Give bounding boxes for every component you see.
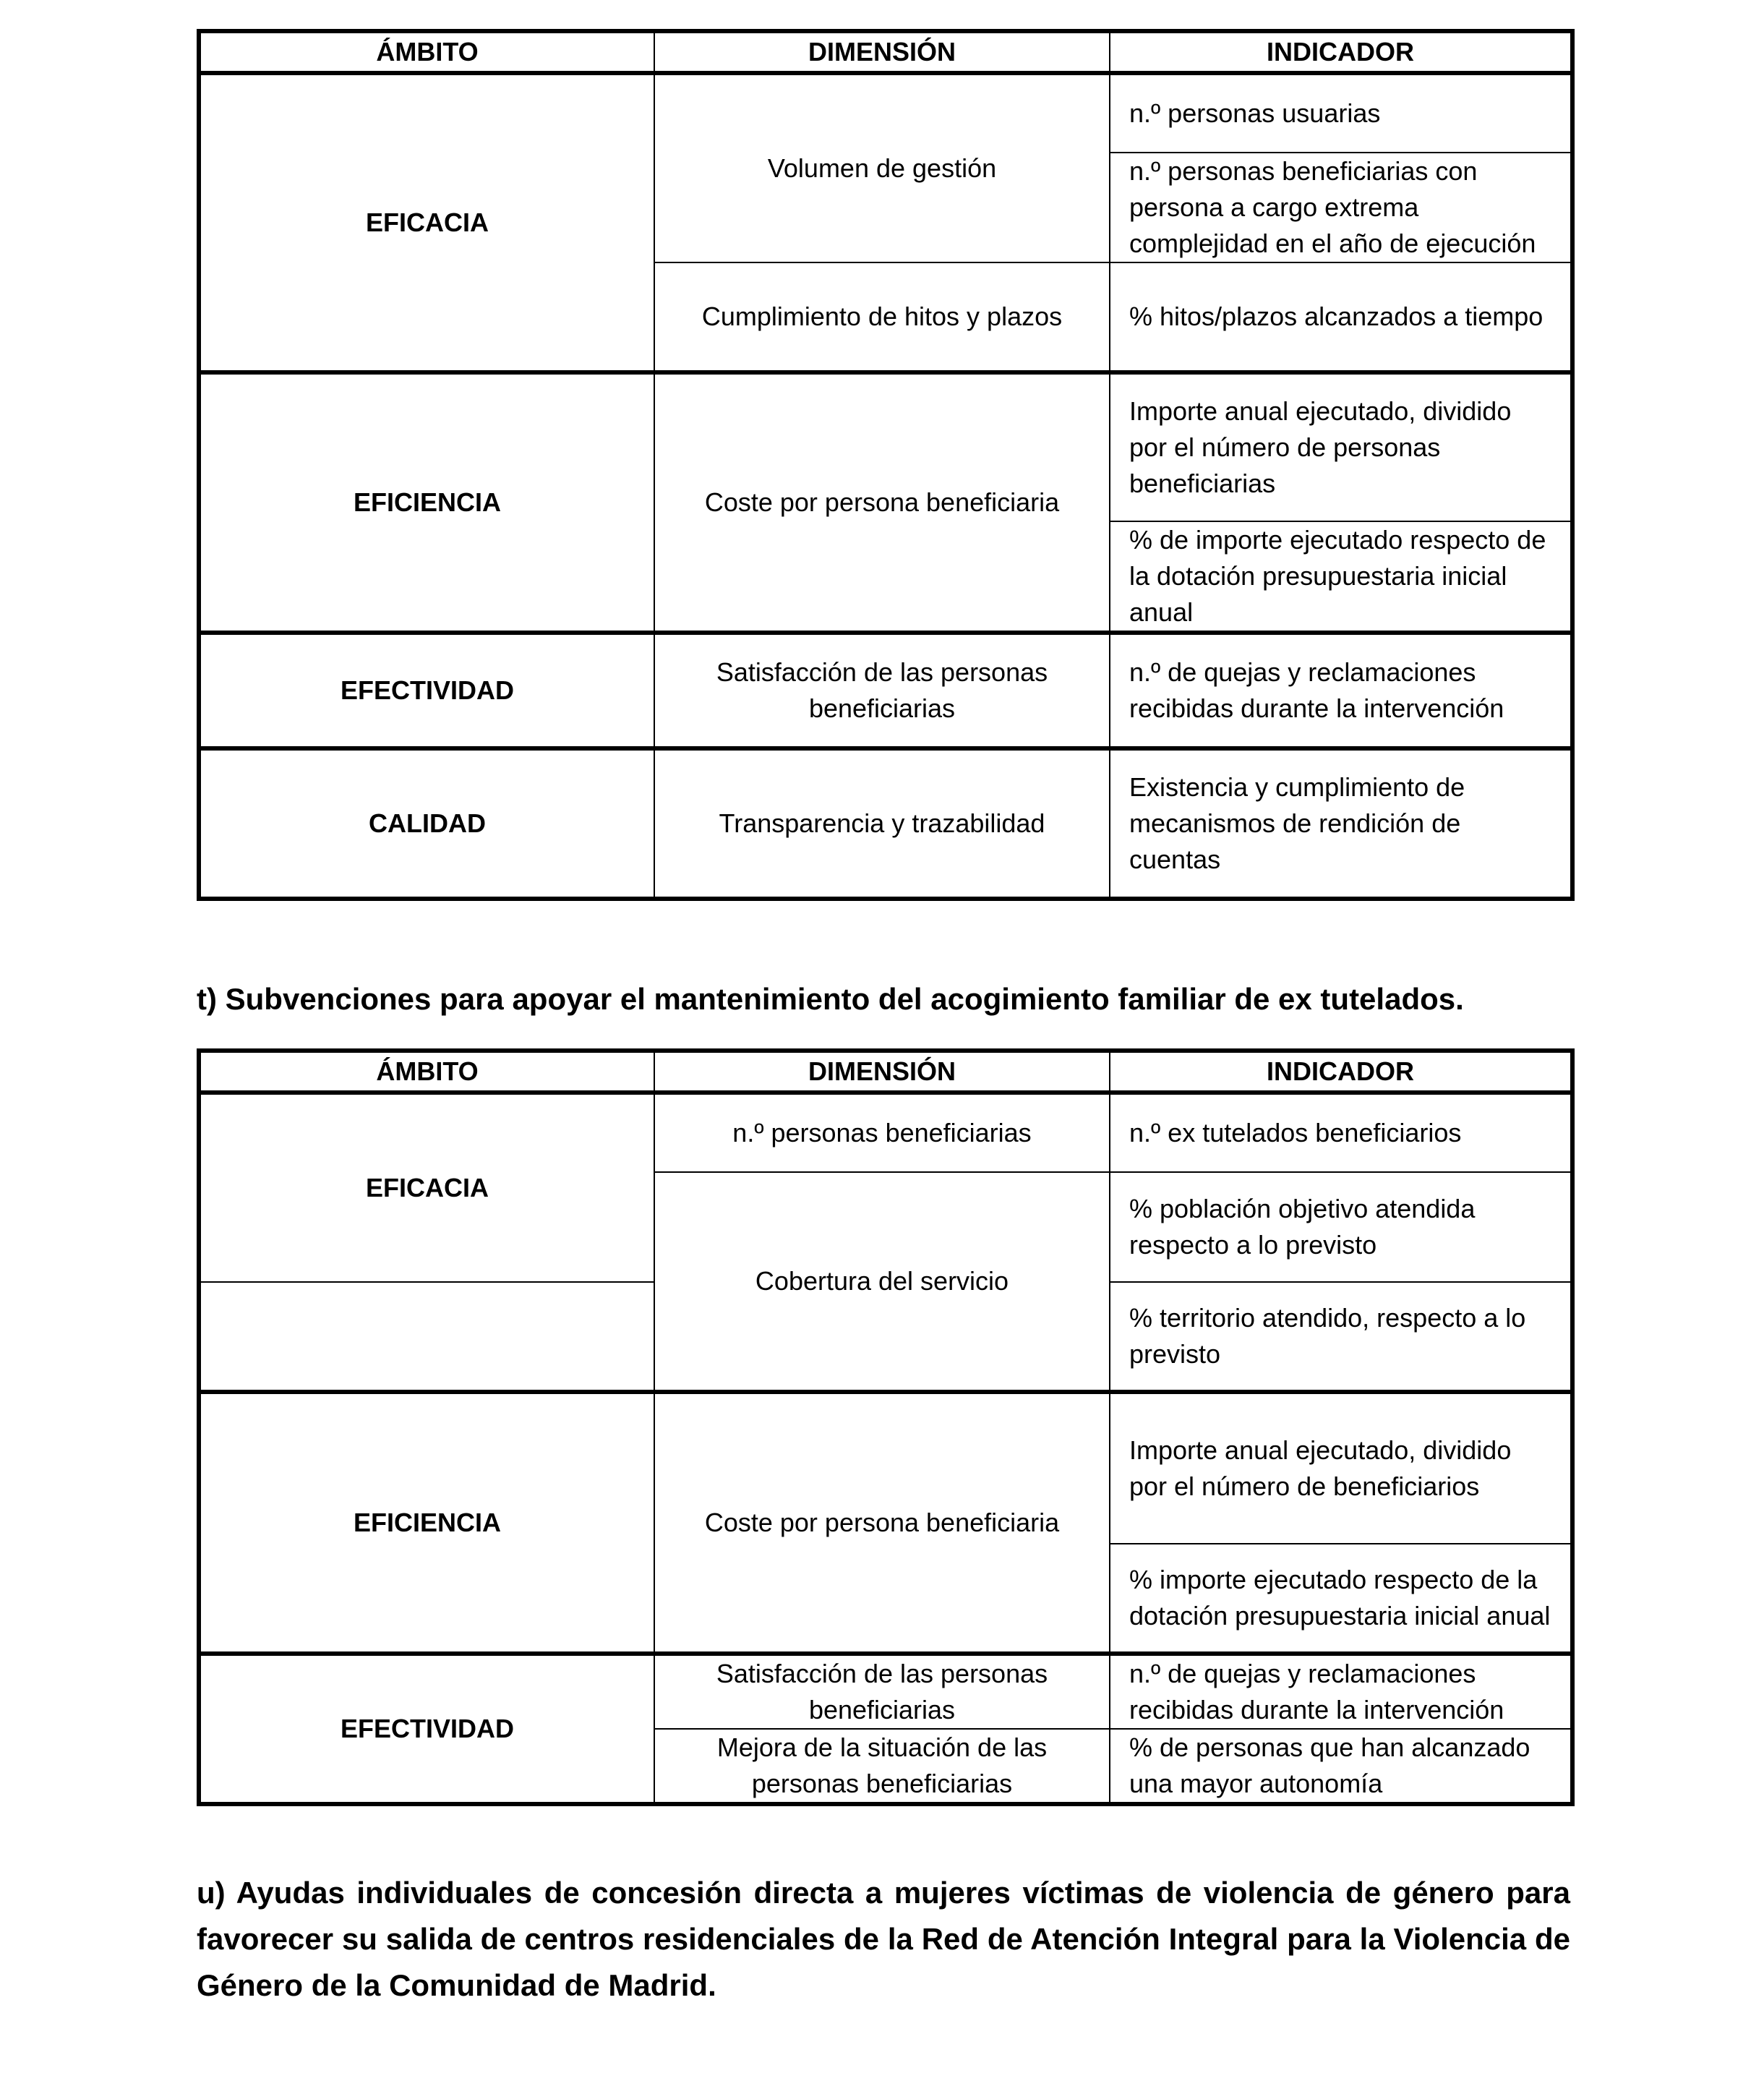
indicator-importe: Importe anual ejecutado, dividido por el número de personas beneficiarias: [1110, 372, 1572, 521]
header-indicador: INDICADOR: [1110, 31, 1572, 73]
indicator-usuarias: n.º personas usuarias: [1110, 73, 1572, 153]
indicator-quejas: n.º de quejas y reclamaciones recibidas durante la intervención: [1110, 1654, 1572, 1729]
indicator-cargo: n.º personas beneficiarias con persona a cargo extrema complejidad en el año de ejecución: [1110, 153, 1572, 262]
ambito-efectividad: EFECTIVIDAD: [199, 633, 654, 748]
dimension-hitos: Cumplimiento de hitos y plazos: [654, 262, 1110, 372]
header-indicador: INDICADOR: [1110, 1051, 1572, 1093]
section-heading-u: u) Ayudas individuales de concesión directa a mujeres víctimas de violencia de género para favorecer su salida de centros residenciales de la Red de Atención Integral para la Violencia de Género de la Comunidad de Madrid.: [197, 1876, 1570, 2002]
header-ambito: ÁMBITO: [199, 31, 654, 73]
dimension-volumen: Volumen de gestión: [654, 73, 1110, 262]
indicator-importe: Importe anual ejecutado, dividido por el número de beneficiarios: [1110, 1392, 1572, 1544]
indicators-table-1: [197, 29, 1575, 901]
indicator-quejas: n.º de quejas y reclamaciones recibidas durante la intervención: [1110, 633, 1572, 748]
indicator-territorio: % territorio atendido, respecto a lo previsto: [1110, 1282, 1572, 1392]
dimension-beneficiarias: n.º personas beneficiarias: [654, 1093, 1110, 1172]
header-dimension: DIMENSIÓN: [654, 31, 1110, 73]
dimension-coste: Coste por persona beneficiaria: [654, 372, 1110, 633]
ambito-eficacia: EFICACIA: [199, 1093, 654, 1282]
ambito-efectividad: EFECTIVIDAD: [199, 1654, 654, 1804]
indicator-autonomia: % de personas que han alcanzado una mayor autonomía: [1110, 1729, 1572, 1804]
ambito-calidad: CALIDAD: [199, 748, 654, 899]
dimension-mejora: Mejora de la situación de las personas beneficiarias: [654, 1729, 1110, 1804]
ambito-empty: [199, 1282, 654, 1392]
indicator-dotacion: % importe ejecutado respecto de la dotación presupuestaria inicial anual: [1110, 1544, 1572, 1654]
dimension-cobertura: Cobertura del servicio: [654, 1172, 1110, 1392]
indicator-ex-tutelados: n.º ex tutelados beneficiarios: [1110, 1093, 1572, 1172]
ambito-eficacia: EFICACIA: [199, 73, 654, 372]
indicator-dotacion: % de importe ejecutado respecto de la dotación presupuestaria inicial anual: [1110, 521, 1572, 633]
header-ambito: ÁMBITO: [199, 1051, 654, 1093]
dimension-satisfaccion: Satisfacción de las personas beneficiarias: [654, 633, 1110, 748]
dimension-coste: Coste por persona beneficiaria: [654, 1392, 1110, 1654]
ambito-eficiencia: EFICIENCIA: [199, 372, 654, 633]
ambito-eficiencia: EFICIENCIA: [199, 1392, 654, 1654]
indicator-rendicion: Existencia y cumplimiento de mecanismos de rendición de cuentas: [1110, 748, 1572, 899]
indicators-table-2: [197, 1048, 1575, 1806]
section-heading-t: t) Subvenciones para apoyar el mantenimiento del acogimiento familiar de ex tutelados.: [197, 982, 1464, 1016]
dimension-transparencia: Transparencia y trazabilidad: [654, 748, 1110, 899]
indicator-hitos: % hitos/plazos alcanzados a tiempo: [1110, 262, 1572, 372]
header-dimension: DIMENSIÓN: [654, 1051, 1110, 1093]
dimension-satisfaccion: Satisfacción de las personas beneficiarias: [654, 1654, 1110, 1729]
indicator-poblacion: % población objetivo atendida respecto a lo previsto: [1110, 1172, 1572, 1282]
